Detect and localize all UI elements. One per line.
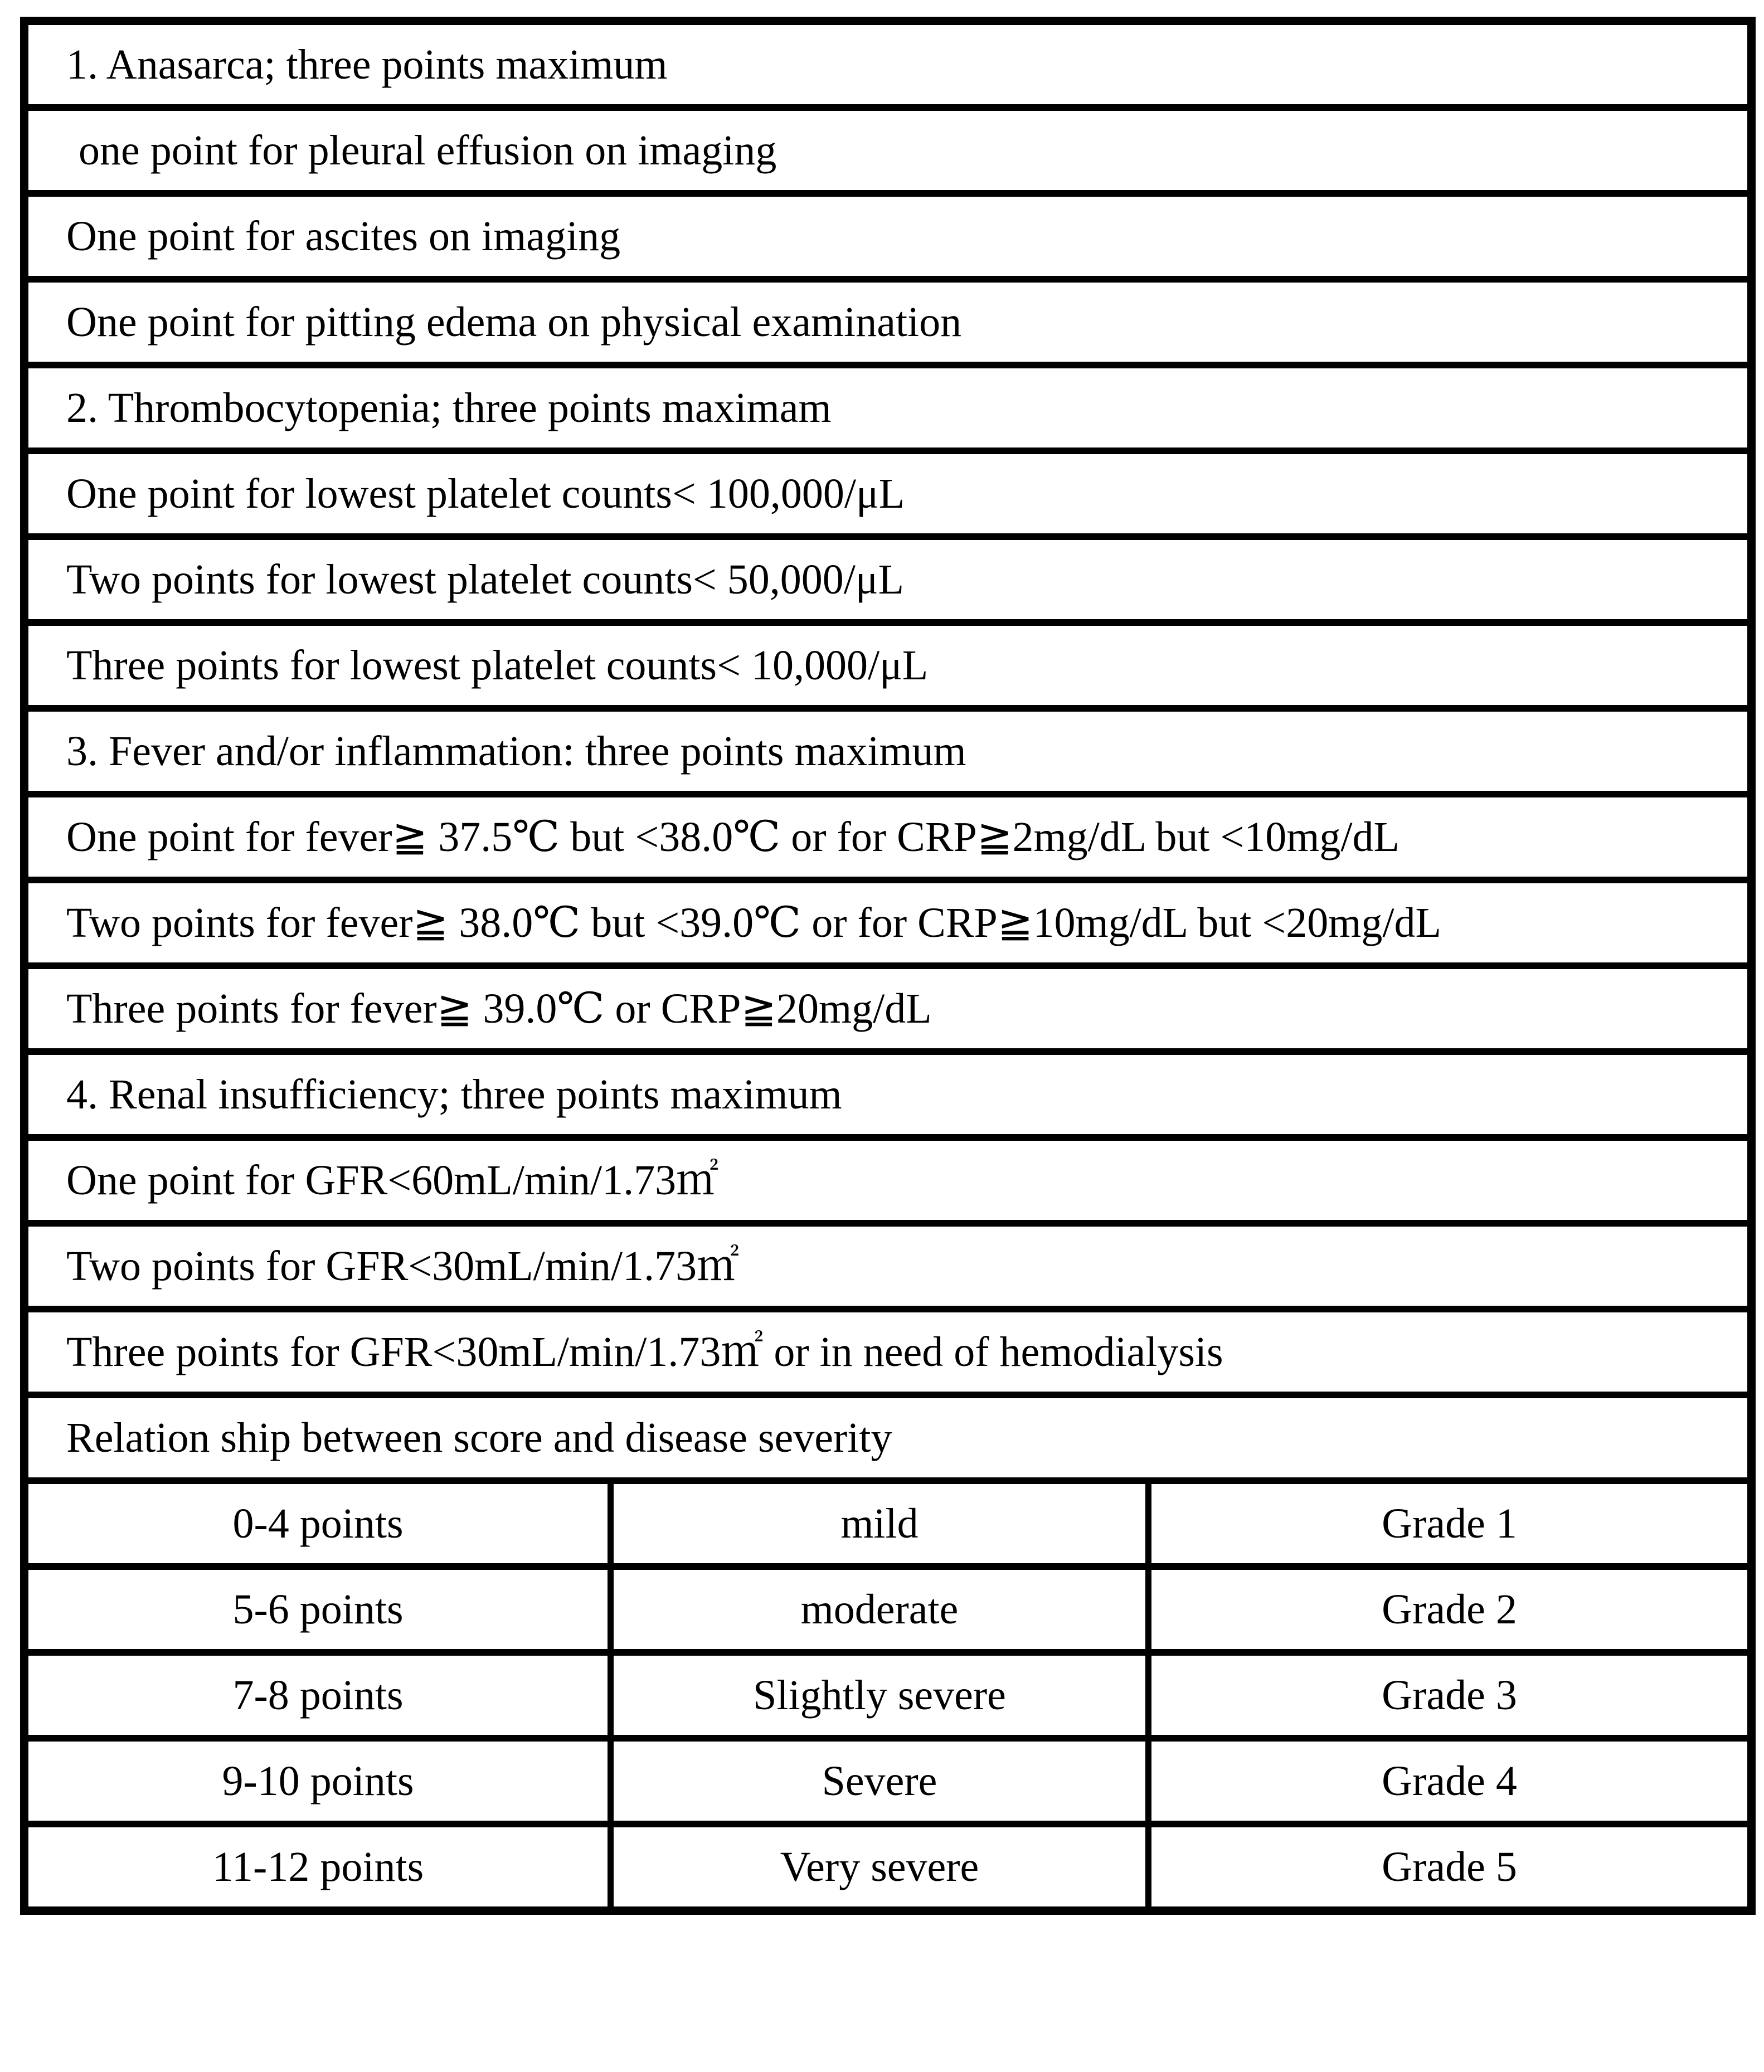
- criteria-row: [25, 1137, 1752, 1223]
- criteria-row-thrombocytopenia-header: [25, 365, 1752, 451]
- criterion-fever-three-points: Three points for fever≧ 39.0℃ or CRP≧20mg/dL: [25, 966, 1752, 1052]
- criterion-gfr-60: One point for GFR<60mL/min/1.73㎡: [25, 1137, 1752, 1223]
- category-thrombocytopenia: 2. Thrombocytopenia; three points maximam: [25, 365, 1752, 451]
- category-fever-inflammation: 3. Fever and/or inflammation: three points maximum: [25, 708, 1752, 794]
- criteria-row: [25, 193, 1752, 279]
- criteria-row-fever-header: [25, 708, 1752, 794]
- severity-heading: Relation ship between score and disease severity: [25, 1395, 1752, 1481]
- grade-label: Grade 5: [1149, 1824, 1752, 1911]
- severity-row: [25, 1652, 1752, 1738]
- criteria-row-anasarca-header: [25, 21, 1752, 108]
- criterion-ascites: One point for ascites on imaging: [25, 193, 1752, 279]
- criteria-row-renal-header: [25, 1052, 1752, 1137]
- severity-row: [25, 1567, 1752, 1652]
- severity-row: [25, 1481, 1752, 1567]
- criteria-row: [25, 966, 1752, 1052]
- criterion-gfr-30-hemodialysis: Three points for GFR<30mL/min/1.73㎡ or in need of hemodialysis: [25, 1309, 1752, 1395]
- criterion-platelet-50000: Two points for lowest platelet counts< 50,000/μL: [25, 537, 1752, 622]
- criteria-row: [25, 622, 1752, 708]
- criterion-platelet-10000: Three points for lowest platelet counts< 10,000/μL: [25, 622, 1752, 708]
- severity-label: Very severe: [611, 1824, 1149, 1911]
- criterion-pitting-edema: One point for pitting edema on physical examination: [25, 279, 1752, 365]
- points-range: 0-4 points: [25, 1481, 611, 1567]
- grade-label: Grade 3: [1149, 1652, 1752, 1738]
- criterion-fever-one-point: One point for fever≧ 37.5℃ but <38.0℃ or for CRP≧2mg/dL but <10mg/dL: [25, 794, 1752, 880]
- criteria-row: [25, 880, 1752, 966]
- criterion-pleural-effusion: one point for pleural effusion on imaging: [25, 108, 1752, 193]
- severity-row: [25, 1738, 1752, 1824]
- grade-label: Grade 2: [1149, 1567, 1752, 1652]
- severity-score-table: [20, 17, 1756, 1915]
- severity-label: moderate: [611, 1567, 1149, 1652]
- criteria-row: [25, 537, 1752, 622]
- criterion-fever-two-points: Two points for fever≧ 38.0℃ but <39.0℃ or for CRP≧10mg/dL but <20mg/dL: [25, 880, 1752, 966]
- criteria-row: [25, 794, 1752, 880]
- grade-label: Grade 4: [1149, 1738, 1752, 1824]
- criteria-row: [25, 1309, 1752, 1395]
- points-range: 9-10 points: [25, 1738, 611, 1824]
- category-renal-insufficiency: 4. Renal insufficiency; three points maximum: [25, 1052, 1752, 1137]
- grade-label: Grade 1: [1149, 1481, 1752, 1567]
- points-range: 7-8 points: [25, 1652, 611, 1738]
- criterion-platelet-100000: One point for lowest platelet counts< 100,000/μL: [25, 451, 1752, 537]
- points-range: 11-12 points: [25, 1824, 611, 1911]
- criteria-row: [25, 108, 1752, 193]
- severity-label: Slightly severe: [611, 1652, 1149, 1738]
- severity-row: [25, 1824, 1752, 1911]
- criteria-row: [25, 451, 1752, 537]
- criteria-row: [25, 279, 1752, 365]
- severity-label: mild: [611, 1481, 1149, 1567]
- category-anasarca: 1. Anasarca; three points maximum: [25, 21, 1752, 108]
- points-range: 5-6 points: [25, 1567, 611, 1652]
- criteria-row: [25, 1223, 1752, 1309]
- severity-heading-row: [25, 1395, 1752, 1481]
- criterion-gfr-30: Two points for GFR<30mL/min/1.73㎡: [25, 1223, 1752, 1309]
- severity-label: Severe: [611, 1738, 1149, 1824]
